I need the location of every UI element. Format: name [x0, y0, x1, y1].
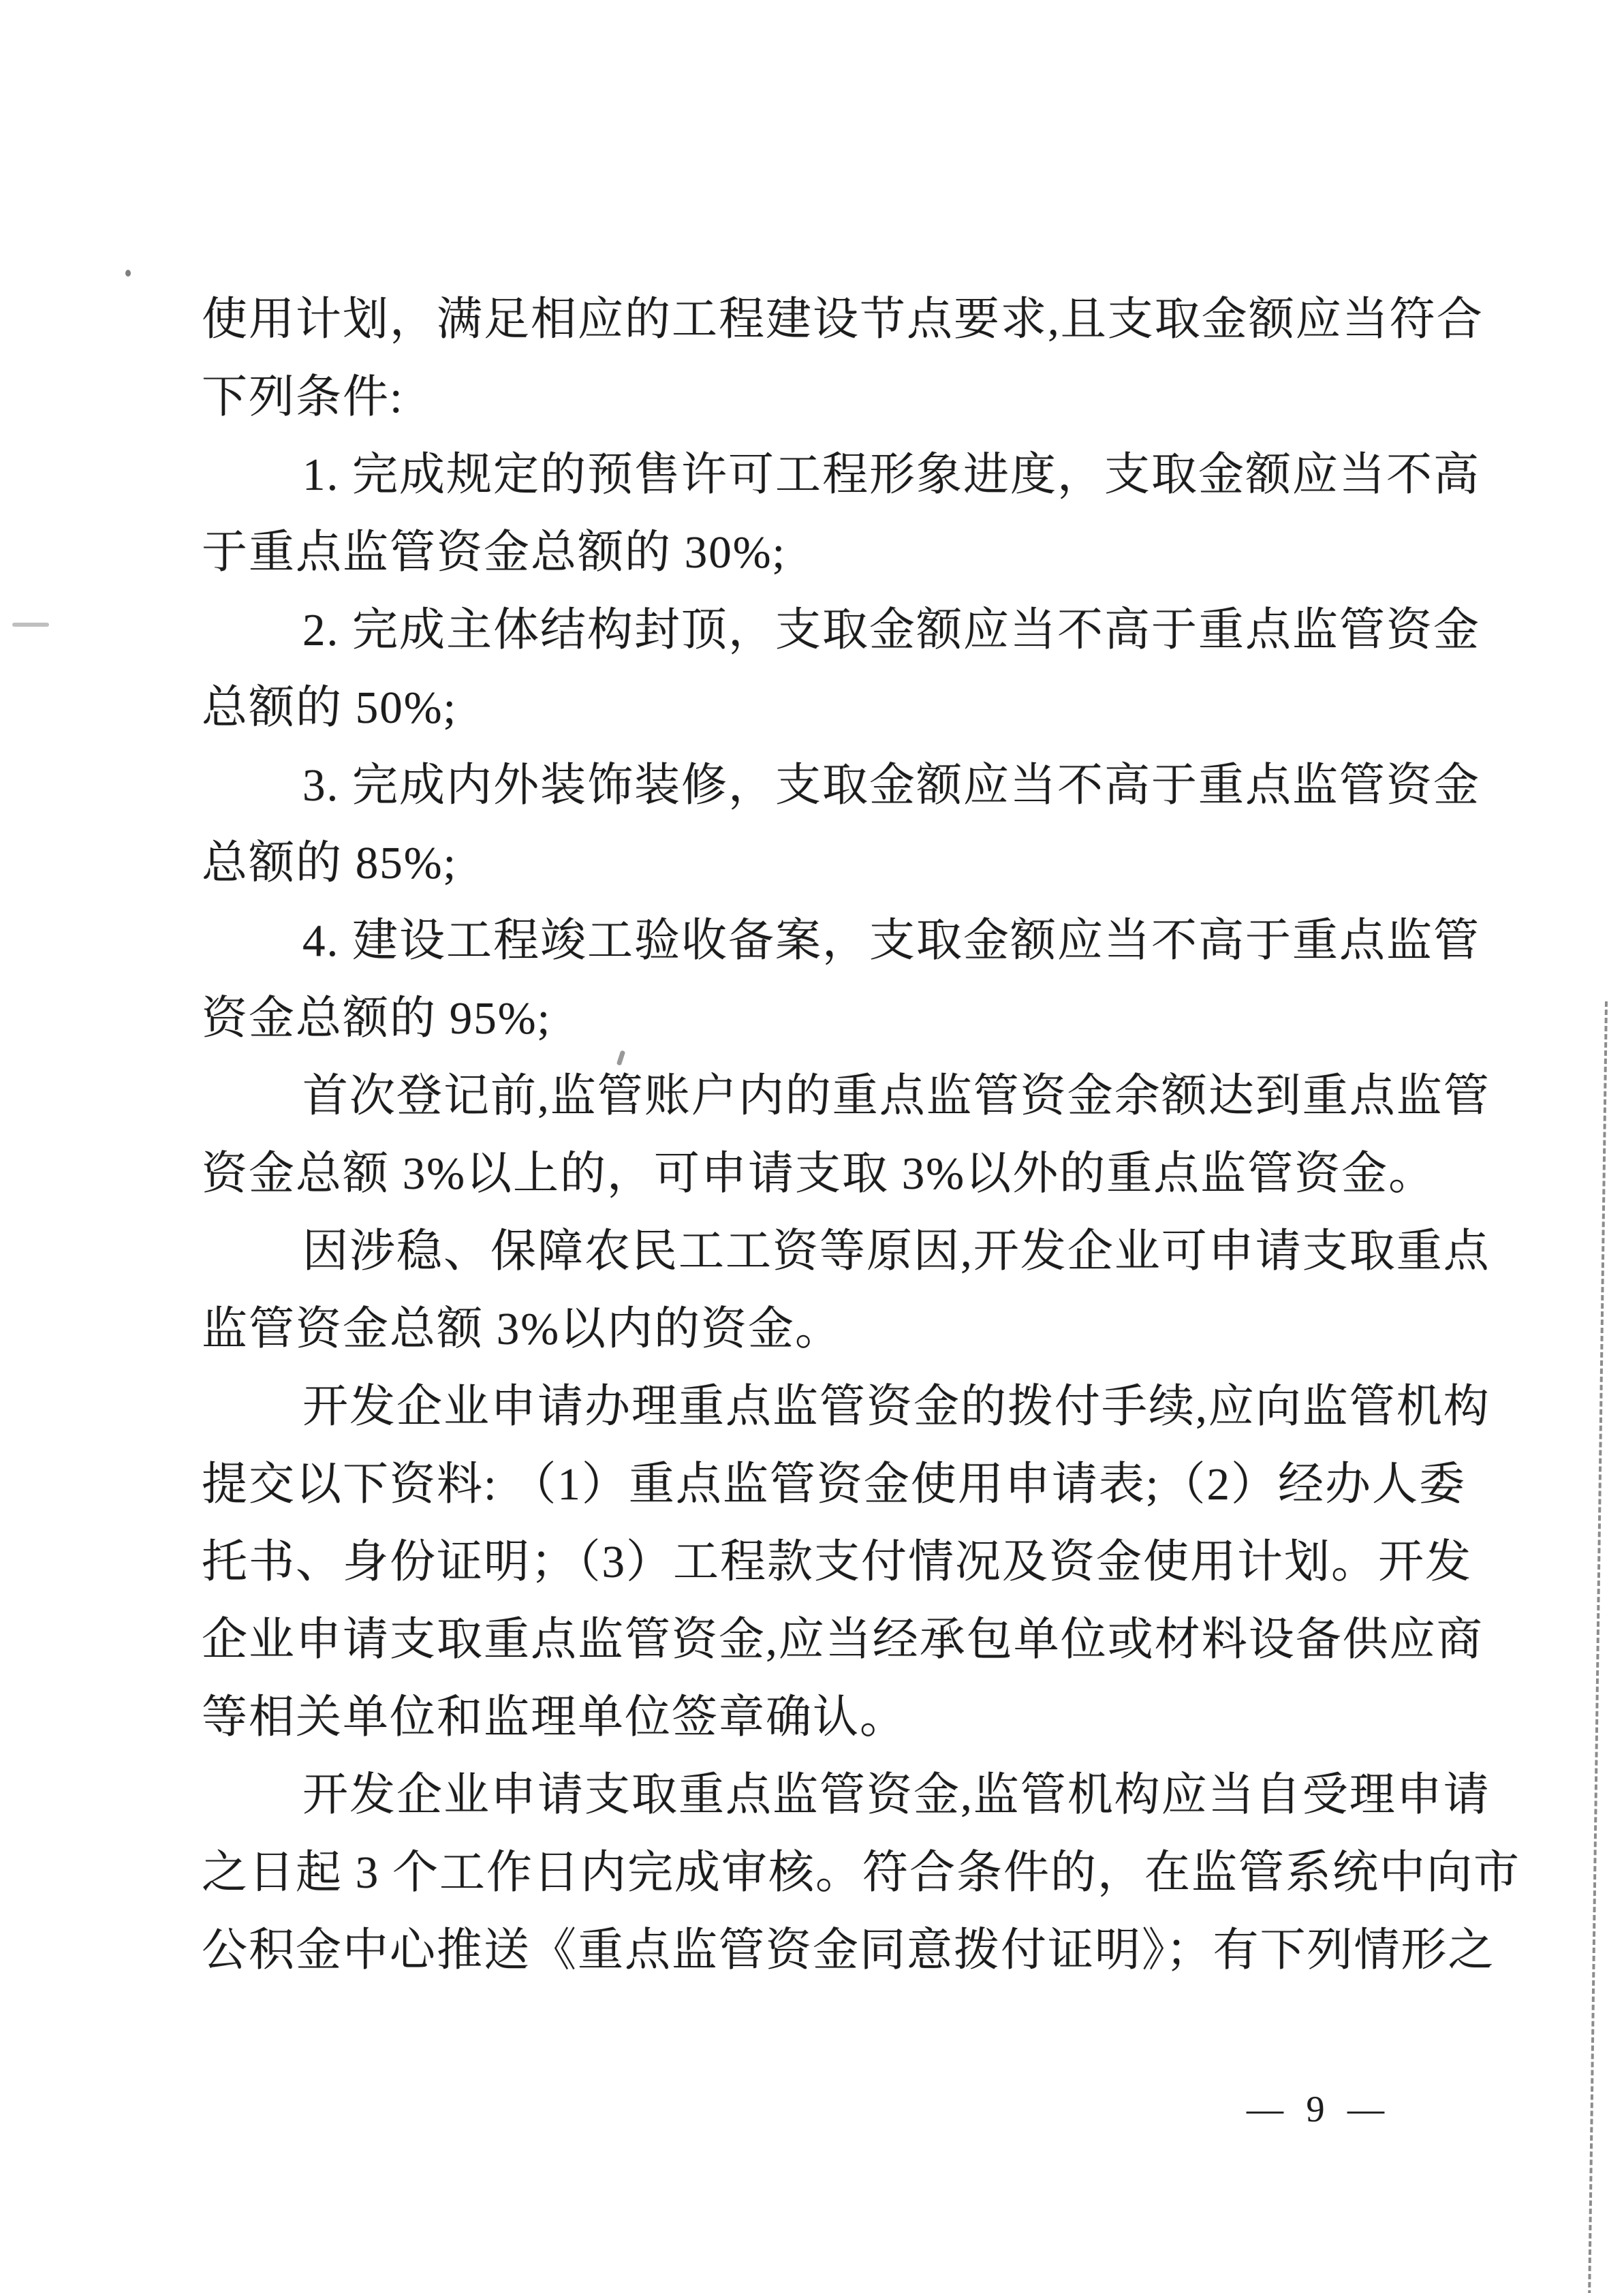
page-number: — 9 —: [1247, 2089, 1391, 2130]
scan-noise-dashed-line: [1588, 1001, 1608, 2293]
text-line: 4. 建设工程竣工验收备案，支取金额应当不高于重点监管: [302, 916, 1480, 966]
text-line: 2. 完成主体结构封顶，支取金额应当不高于重点监管资金: [302, 605, 1480, 655]
scan-noise-speck: [125, 270, 131, 277]
text-line: 开发企业申请办理重点监管资金的拨付手续,应向监管机构: [302, 1382, 1490, 1432]
text-line: 总额的 85%;: [202, 838, 458, 888]
text-line: 提交以下资料: （1）重点监管资金使用申请表;（2）经办人委: [202, 1459, 1466, 1510]
text-line: 因涉稳、保障农民工工资等原因,开发企业可申请支取重点: [302, 1226, 1490, 1277]
text-line: 公积金中心推送《重点监管资金同意拨付证明》；有下列情形之: [202, 1925, 1495, 1976]
text-line: 企业申请支取重点监管资金,应当经承包单位或材料设备供应商: [202, 1615, 1484, 1665]
text-line: 下列条件:: [202, 372, 404, 422]
text-line: 监管资金总额 3%以内的资金。: [202, 1304, 843, 1354]
text-line: 开发企业申请支取重点监管资金,监管机构应当自受理申请: [302, 1770, 1490, 1820]
text-line: 托书、身份证明；（3）工程款支付情况及资金使用计划。开发: [202, 1537, 1472, 1587]
text-line: 之日起 3 个工作日内完成审核。符合条件的，在监管系统中向市: [202, 1847, 1520, 1898]
text-line: 首次登记前,监管账户内的重点监管资金余额达到重点监管: [302, 1071, 1490, 1121]
text-line: 1. 完成规定的预售许可工程形象进度，支取金额应当不高: [302, 450, 1480, 500]
text-line: 等相关单位和监理单位签章确认。: [202, 1692, 907, 1743]
text-line: 资金总额的 95%;: [202, 993, 552, 1044]
text-line: 于重点监管资金总额的 30%;: [202, 527, 787, 578]
text-line: 3. 完成内外装饰装修，支取金额应当不高于重点监管资金: [302, 760, 1480, 811]
text-line: 总额的 50%;: [202, 683, 458, 733]
text-line: 资金总额 3%以上的，可申请支取 3%以外的重点监管资金。: [202, 1149, 1436, 1199]
text-block: [202, 281, 1520, 1989]
scan-noise-speck: [12, 623, 49, 627]
text-line: 使用计划，满足相应的工程建设节点要求,且支取金额应当符合: [202, 294, 1484, 345]
